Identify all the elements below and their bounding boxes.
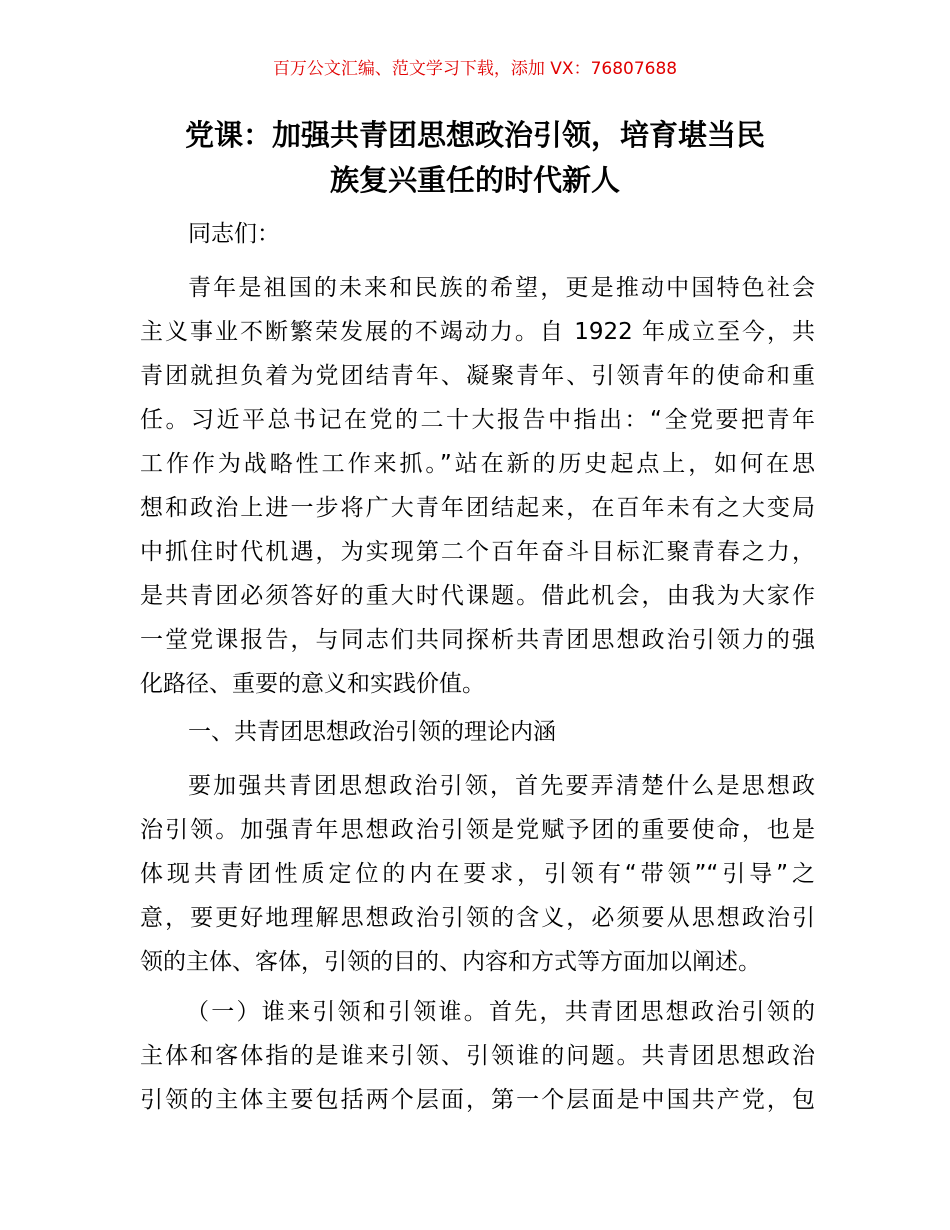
paragraph-line: 一堂党课报告，与同志们共同探析共青团思想政治引领力的强	[140, 627, 815, 653]
paragraph-line: （一）谁来引领和引领谁。首先，共青团思想政治引领的	[186, 999, 815, 1025]
header-banner: 百万公文汇编、范文学习下载，添加 VX：76807688	[272, 59, 678, 79]
subsection-paragraph	[140, 990, 815, 1122]
paragraph-line: 主体和客体指的是谁来引领、引领谁的问题。共青团思想政治	[140, 1043, 815, 1069]
paragraph-line: 青团就担负着为党团结青年、凝聚青年、引领青年的使命和重	[140, 363, 815, 389]
intro-paragraph	[140, 266, 815, 706]
section-heading-line: 一、共青团思想政治引领的理论内涵	[188, 719, 556, 745]
paragraph-line: 青年是祖国的未来和民族的希望，更是推动中国特色社会	[188, 275, 815, 301]
paragraph-line: 工作作为战略性工作来抓。”站在新的历史起点上，如何在思	[140, 451, 815, 477]
paragraph-line: 引领的主体主要包括两个层面，第一个层面是中国共产党，包	[140, 1087, 815, 1113]
paragraph-line: 想和政治上进一步将广大青年团结起来，在百年未有之大变局	[140, 495, 815, 521]
paragraph-line: 主义事业不断繁荣发展的不竭动力。自 1922 年成立至今，共	[140, 319, 815, 345]
paragraph-line: 意，要更好地理解思想政治引领的含义，必须要从思想政治引	[140, 905, 815, 931]
section-heading	[140, 710, 815, 754]
greeting-line: 同志们：	[188, 221, 280, 247]
paragraph-line: 治引领。加强青年思想政治引领是党赋予团的重要使命，也是	[140, 817, 815, 843]
paragraph-line: 中抓住时代机遇，为实现第二个百年奋斗目标汇聚青春之力，	[140, 539, 815, 565]
greeting	[140, 212, 815, 256]
section-paragraph	[140, 764, 815, 984]
paragraph-line: 领的主体、客体，引领的目的、内容和方式等方面加以阐述。	[140, 949, 761, 975]
paragraph-line: 任。习近平总书记在党的二十大报告中指出：“全党要把青年	[140, 407, 815, 433]
paragraph-line: 要加强共青团思想政治引领，首先要弄清楚什么是思想政	[188, 773, 815, 799]
document-title	[110, 113, 840, 203]
title-line: 党课：加强共青团思想政治引领，培育堪当民	[184, 118, 765, 152]
title-line: 族复兴重任的时代新人	[329, 163, 620, 197]
paragraph-line: 是共青团必须答好的重大时代课题。借此机会，由我为大家作	[140, 583, 815, 609]
paragraph-line: 体现共青团性质定位的内在要求，引领有“带领”“引导”之	[140, 861, 815, 887]
paragraph-line: 化路径、重要的意义和实践价值。	[140, 671, 485, 697]
